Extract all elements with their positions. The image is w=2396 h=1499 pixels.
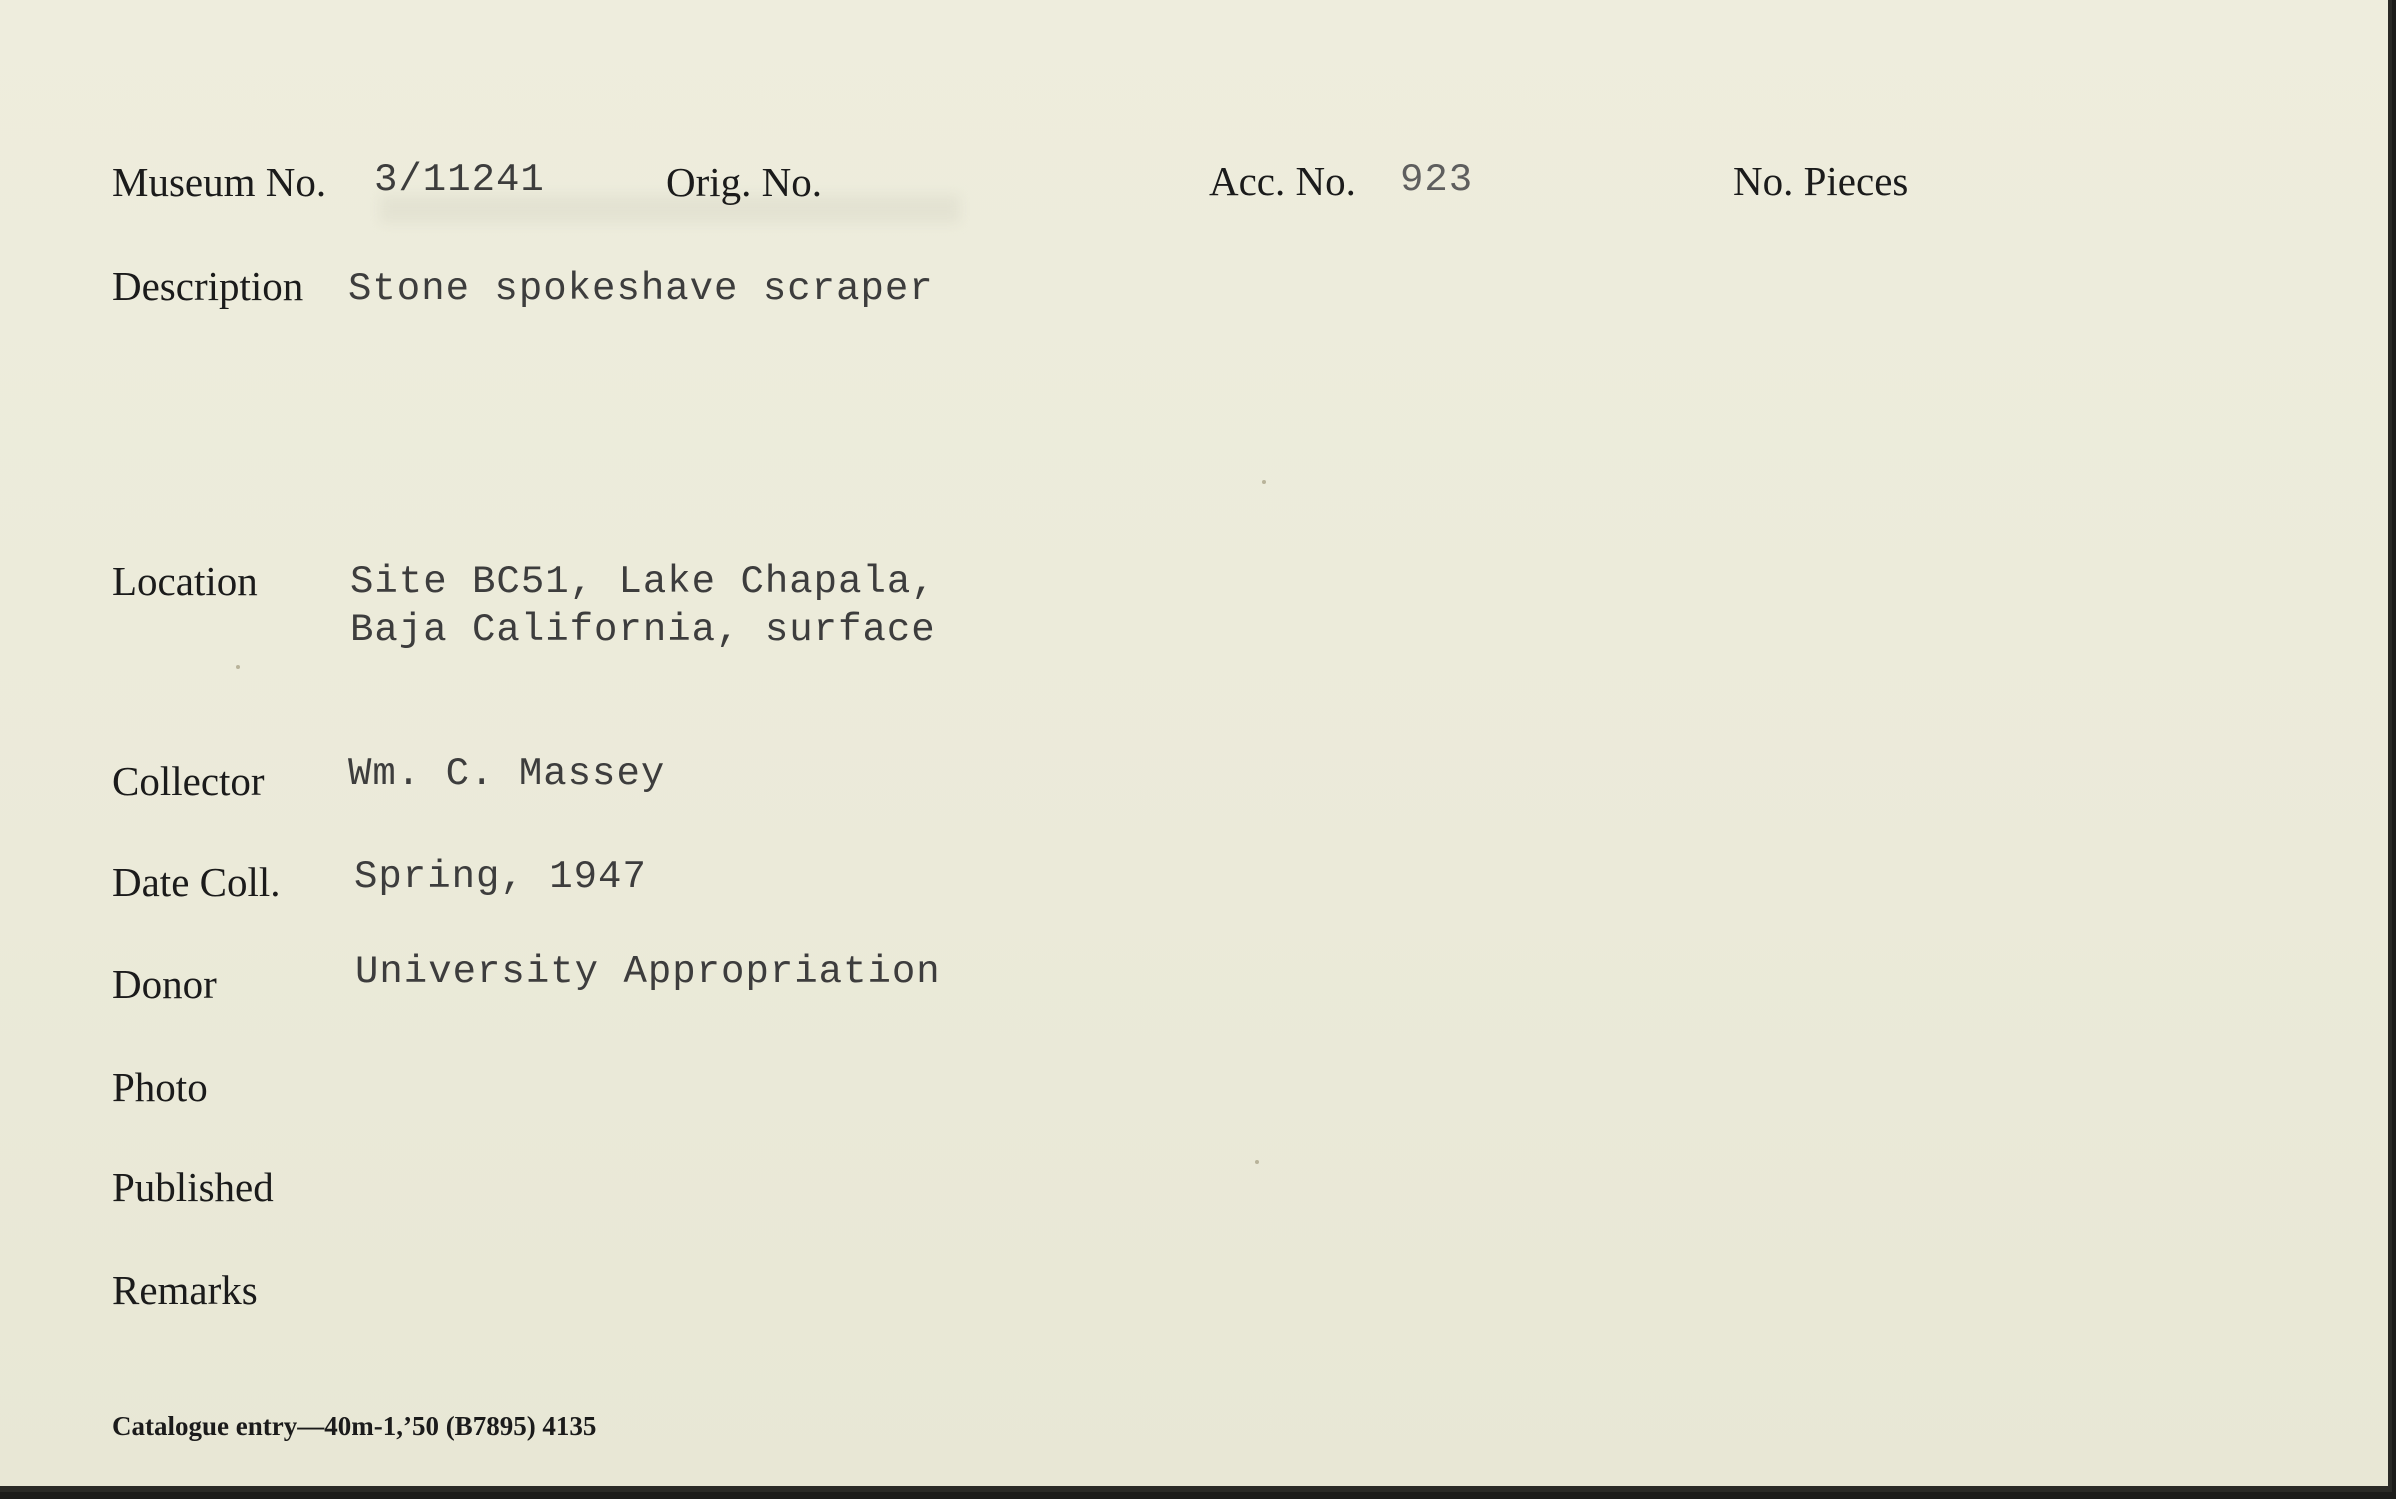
location-value — [350, 558, 936, 654]
published-label: Published — [112, 1164, 274, 1210]
photo-label: Photo — [112, 1064, 208, 1110]
donor-label: Donor — [112, 961, 217, 1007]
collector-value: Wm. C. Massey — [348, 752, 666, 796]
donor-value: University Appropriation — [355, 950, 941, 994]
location-label: Location — [112, 558, 258, 604]
acc-no-value: 923 — [1400, 158, 1474, 202]
paper-speck — [1262, 480, 1266, 484]
paper-speck — [1255, 1160, 1259, 1164]
catalogue-footer: Catalogue entry—40m-1,’50 (B7895) 4135 — [112, 1411, 597, 1441]
location-line-2: Baja California, surface — [350, 608, 936, 652]
remarks-label: Remarks — [112, 1267, 258, 1313]
paper-speck — [236, 665, 240, 669]
collector-label: Collector — [112, 758, 265, 804]
museum-no-value: 3/11241 — [374, 158, 545, 202]
museum-no-label: Museum No. — [112, 159, 327, 205]
date-coll-label: Date Coll. — [112, 859, 281, 905]
description-value: Stone spokeshave scraper — [348, 267, 934, 311]
date-coll-value: Spring, 1947 — [354, 855, 647, 899]
location-line-1: Site BC51, Lake Chapala, — [350, 560, 936, 604]
description-label: Description — [112, 263, 304, 309]
acc-no-label: Acc. No. — [1209, 158, 1356, 204]
orig-no-label: Orig. No. — [666, 159, 823, 205]
no-pieces-label: No. Pieces — [1733, 158, 1909, 204]
